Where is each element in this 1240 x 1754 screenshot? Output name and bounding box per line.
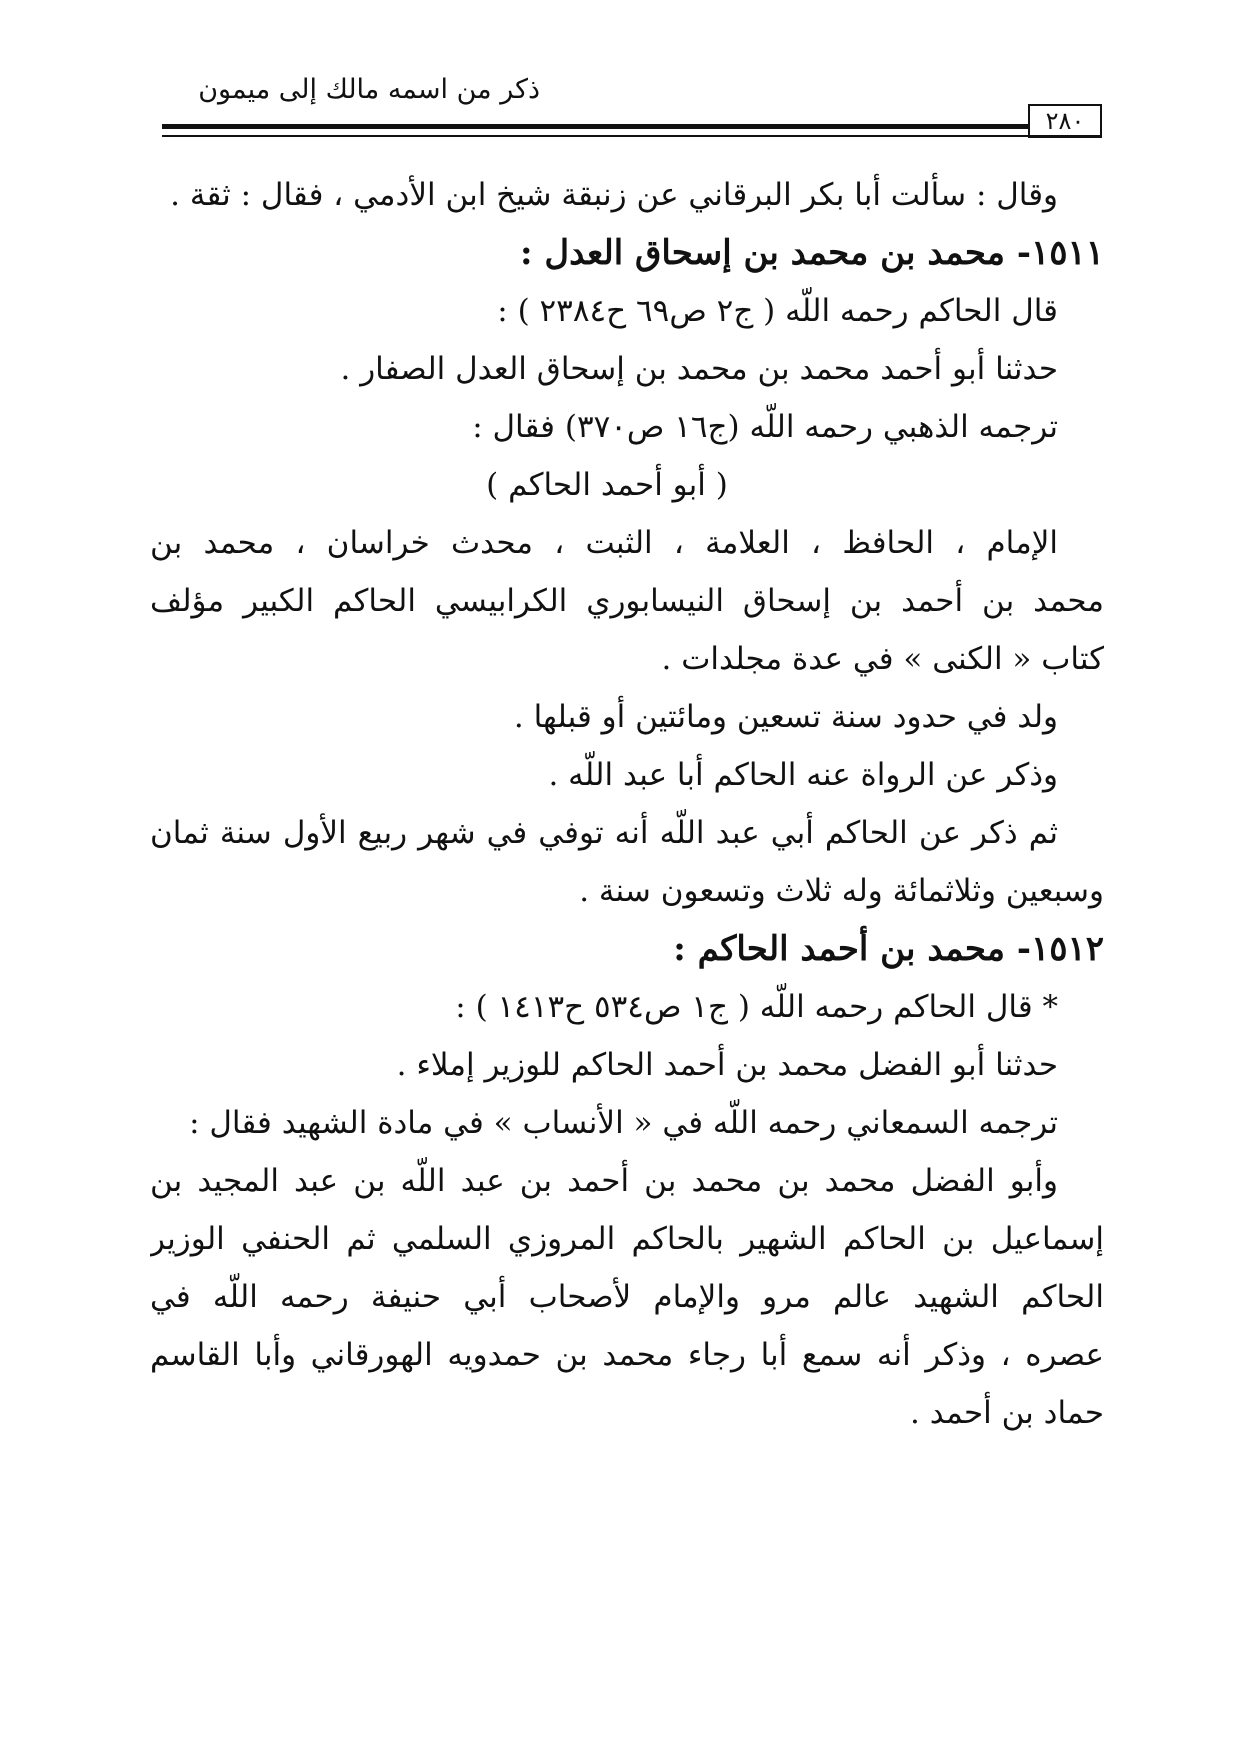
text-line: وسبعين وثلاثمائة وله ثلاث وتسعون سنة .	[579, 873, 1104, 909]
header-rule-thick	[162, 124, 1028, 129]
text-line: إسماعيل بن الحاكم الشهير بالحاكم المروزي السلمي ثم الحنفي الوزير	[150, 1221, 1104, 1257]
text-line: حماد بن أحمد .	[910, 1395, 1104, 1431]
text-line: الإمام ، الحافظ ، العلامة ، الثبت ، محدث خراسان ، محمد بن	[150, 525, 1058, 561]
header-rule-thin	[162, 135, 1102, 137]
text-line: ترجمه الذهبي رحمه اللّه (ج١٦ ص٣٧٠) فقال :	[472, 409, 1058, 445]
text-line: وقال : سألت أبا بكر البرقاني عن زنبقة شيخ ابن الأدمي ، فقال : ثقة .	[170, 177, 1058, 213]
text-line: * قال الحاكم رحمه اللّه ( ج١ ص٥٣٤ ح١٤١٣ ) :	[455, 989, 1058, 1025]
page-body	[150, 166, 1104, 1442]
entry-heading-1511: ١٥١١- محمد بن محمد بن إسحاق العدل :	[520, 233, 1104, 273]
text-line: محمد بن أحمد بن إسحاق النيسابوري الكرابيسي الحاكم الكبير مؤلف	[150, 583, 1104, 619]
text-line: حدثنا أبو الفضل محمد بن أحمد الحاكم للوزير إملاء .	[396, 1047, 1058, 1083]
centered-subtitle: ( أبو أحمد الحاكم )	[486, 467, 728, 503]
text-line: ترجمه السمعاني رحمه اللّه في « الأنساب » في مادة الشهيد فقال :	[189, 1105, 1058, 1141]
page-number-box: ٢٨٠	[1028, 104, 1102, 138]
text-line: عصره ، وذكر أنه سمع أبا رجاء محمد بن حمدويه الهورقاني وأبا القاسم	[150, 1337, 1104, 1373]
entry-heading-1512: ١٥١٢- محمد بن أحمد الحاكم :	[673, 929, 1104, 969]
text-line: كتاب « الكنى » في عدة مجلدات .	[661, 641, 1104, 677]
text-line: وأبو الفضل محمد بن محمد بن أحمد بن عبد اللّه بن عبد المجيد بن	[150, 1163, 1058, 1199]
running-title: ذكر من اسمه مالك إلى ميمون	[198, 74, 540, 105]
text-line: الحاكم الشهيد عالم مرو والإمام لأصحاب أبي حنيفة رحمه اللّه في	[150, 1279, 1104, 1315]
text-line: قال الحاكم رحمه اللّه ( ج٢ ص٦٩ ح٢٣٨٤ ) :	[497, 293, 1058, 329]
text-line: وذكر عن الرواة عنه الحاكم أبا عبد اللّه .	[548, 757, 1058, 793]
text-line: ولد في حدود سنة تسعين ومائتين أو قبلها .	[513, 699, 1058, 735]
text-line: حدثنا أبو أحمد محمد بن محمد بن إسحاق العدل الصفار .	[340, 351, 1058, 387]
text-line: ثم ذكر عن الحاكم أبي عبد اللّه أنه توفي في شهر ربيع الأول سنة ثمان	[150, 815, 1058, 851]
